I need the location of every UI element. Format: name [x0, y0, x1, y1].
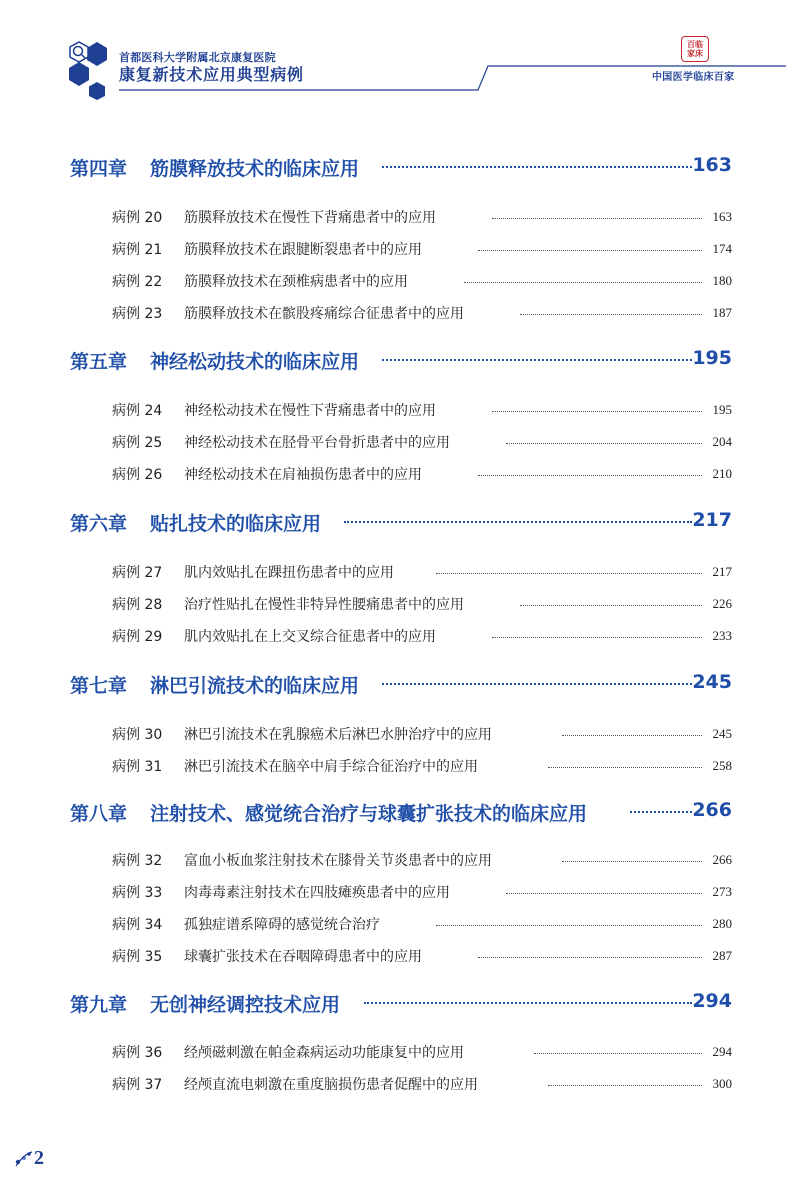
toc-chapter[interactable]: [70, 507, 732, 537]
chapter-title: 淋巴引流技术的临床应用: [150, 675, 360, 697]
chapter-number: 第九章: [70, 994, 128, 1016]
case-number: 病例 36: [112, 1045, 163, 1061]
case-title: 筋膜释放技术在慢性下背痛患者中的应用: [184, 210, 436, 226]
toc-case[interactable]: [112, 624, 732, 646]
toc-case[interactable]: [112, 912, 732, 934]
toc-chapter[interactable]: [70, 345, 732, 375]
case-page: 163: [712, 209, 732, 224]
case-number: 病例 37: [112, 1077, 163, 1093]
case-title: 肌内效贴扎在踝扭伤患者中的应用: [184, 565, 394, 581]
case-number: 病例 35: [112, 949, 163, 965]
chapter-title: 神经松动技术的临床应用: [150, 351, 360, 373]
toc-case[interactable]: [112, 205, 732, 227]
case-page: 195: [712, 402, 732, 417]
chapter-page: 294: [692, 990, 732, 1012]
brand-seal-icon: [681, 36, 709, 62]
case-title: 筋膜释放技术在颈椎病患者中的应用: [184, 274, 408, 290]
case-number: 病例 29: [112, 629, 163, 645]
toc-case[interactable]: [112, 944, 732, 966]
leader-dots: [562, 735, 702, 736]
leader-dots: [436, 573, 702, 574]
case-number: 病例 31: [112, 759, 163, 775]
case-number: 病例 27: [112, 565, 163, 581]
chapter-title: 注射技术、感觉统合治疗与球囊扩张技术的临床应用: [150, 803, 588, 825]
case-number: 病例 33: [112, 885, 163, 901]
chapter-number: 第四章: [70, 158, 128, 180]
case-page: 210: [712, 466, 732, 481]
institution-name: 首都医科大学附属北京康复医院: [119, 51, 276, 64]
leader-dots: [464, 282, 702, 283]
chapter-number: 第五章: [70, 351, 128, 373]
chapter-page: 266: [692, 799, 732, 821]
chapter-number: 第八章: [70, 803, 128, 825]
chapter-page: 245: [692, 671, 732, 693]
case-title: 肉毒毒素注射技术在四肢瘫痪患者中的应用: [184, 885, 450, 901]
case-title: 神经松动技术在慢性下背痛患者中的应用: [184, 403, 436, 419]
leader-dots: [534, 1053, 702, 1054]
case-title: 经颅磁刺激在帕金森病运动功能康复中的应用: [184, 1045, 464, 1061]
chapter-page: 195: [692, 347, 732, 369]
case-title: 经颅直流电刺激在重度脑损伤患者促醒中的应用: [184, 1077, 478, 1093]
footer-ornament-icon: [14, 1150, 34, 1168]
chapter-page: 217: [692, 509, 732, 531]
leader-dots: [506, 443, 702, 444]
leader-dots: [382, 359, 692, 361]
toc-case[interactable]: [112, 722, 732, 744]
toc-case[interactable]: [112, 430, 732, 452]
chapter-title: 筋膜释放技术的临床应用: [150, 158, 360, 180]
leader-dots: [520, 605, 702, 606]
toc-case[interactable]: [112, 880, 732, 902]
chapter-page: 163: [692, 154, 732, 176]
case-page: 294: [712, 1044, 732, 1059]
leader-dots: [492, 637, 702, 638]
toc-case[interactable]: [112, 269, 732, 291]
case-page: 174: [712, 241, 732, 256]
case-number: 病例 22: [112, 274, 163, 290]
case-number: 病例 21: [112, 242, 163, 258]
stamp-line-2: 家床: [687, 49, 703, 58]
toc-chapter[interactable]: [70, 669, 732, 699]
case-number: 病例 24: [112, 403, 163, 419]
leader-dots: [630, 811, 692, 813]
case-title: 孤独症谱系障碍的感觉统合治疗: [184, 917, 380, 933]
case-page: 258: [712, 758, 732, 773]
leader-dots: [436, 925, 702, 926]
leader-dots: [492, 218, 702, 219]
leader-dots: [364, 1002, 692, 1004]
case-title: 筋膜释放技术在髌股疼痛综合征患者中的应用: [184, 306, 464, 322]
case-number: 病例 28: [112, 597, 163, 613]
toc-case[interactable]: [112, 592, 732, 614]
leader-dots: [520, 314, 702, 315]
leader-dots: [344, 521, 692, 523]
leader-dots: [478, 957, 702, 958]
leader-dots: [478, 250, 702, 251]
header-rule: [0, 0, 800, 100]
case-page: 280: [712, 916, 732, 931]
toc-chapter[interactable]: [70, 152, 732, 182]
case-page: 226: [712, 596, 732, 611]
toc-case[interactable]: [112, 462, 732, 484]
chapter-title: 贴扎技术的临床应用: [150, 513, 322, 535]
case-number: 病例 26: [112, 467, 163, 483]
toc-case[interactable]: [112, 1072, 732, 1094]
case-page: 266: [712, 852, 732, 867]
leader-dots: [548, 767, 702, 768]
case-page: 233: [712, 628, 732, 643]
case-page: 273: [712, 884, 732, 899]
leader-dots: [506, 893, 702, 894]
leader-dots: [382, 683, 692, 685]
case-page: 180: [712, 273, 732, 288]
case-number: 病例 34: [112, 917, 163, 933]
case-number: 病例 23: [112, 306, 163, 322]
case-page: 245: [712, 726, 732, 741]
case-page: 187: [712, 305, 732, 320]
page-header: [0, 0, 800, 100]
leader-dots: [548, 1085, 702, 1086]
leader-dots: [562, 861, 702, 862]
case-title: 淋巴引流技术在脑卒中肩手综合征治疗中的应用: [184, 759, 478, 775]
case-title: 神经松动技术在胫骨平台骨折患者中的应用: [184, 435, 450, 451]
case-page: 204: [712, 434, 732, 449]
case-number: 病例 30: [112, 727, 163, 743]
toc-case[interactable]: [112, 301, 732, 323]
toc-case[interactable]: [112, 848, 732, 870]
chapter-title: 无创神经调控技术应用: [150, 994, 341, 1016]
toc-chapter[interactable]: [70, 797, 732, 827]
stamp-line-1: 百临: [687, 40, 703, 49]
case-title: 筋膜释放技术在跟腱断裂患者中的应用: [184, 242, 422, 258]
toc-case[interactable]: [112, 398, 732, 420]
series-title: 康复新技术应用典型病例: [119, 65, 304, 84]
case-title: 治疗性贴扎在慢性非特异性腰痛患者中的应用: [184, 597, 464, 613]
case-page: 217: [712, 564, 732, 579]
toc-case[interactable]: [112, 560, 732, 582]
case-number: 病例 25: [112, 435, 163, 451]
leader-dots: [478, 475, 702, 476]
case-title: 富血小板血浆注射技术在膝骨关节炎患者中的应用: [184, 853, 492, 869]
leader-dots: [492, 411, 702, 412]
toc-case[interactable]: [112, 754, 732, 776]
page-number: 2: [34, 1147, 44, 1169]
case-page: 300: [712, 1076, 732, 1091]
case-title: 神经松动技术在肩袖损伤患者中的应用: [184, 467, 422, 483]
case-page: 287: [712, 948, 732, 963]
case-number: 病例 20: [112, 210, 163, 226]
leader-dots: [382, 166, 692, 168]
case-title: 球囊扩张技术在吞咽障碍患者中的应用: [184, 949, 422, 965]
brand-name: 中国医学临床百家: [652, 72, 735, 83]
toc-case[interactable]: [112, 237, 732, 259]
chapter-number: 第七章: [70, 675, 128, 697]
toc-case[interactable]: [112, 1040, 732, 1062]
case-number: 病例 32: [112, 853, 163, 869]
toc-chapter[interactable]: [70, 988, 732, 1018]
case-title: 淋巴引流技术在乳腺癌术后淋巴水肿治疗中的应用: [184, 727, 492, 743]
chapter-number: 第六章: [70, 513, 128, 535]
case-title: 肌内效贴扎在上交叉综合征患者中的应用: [184, 629, 436, 645]
